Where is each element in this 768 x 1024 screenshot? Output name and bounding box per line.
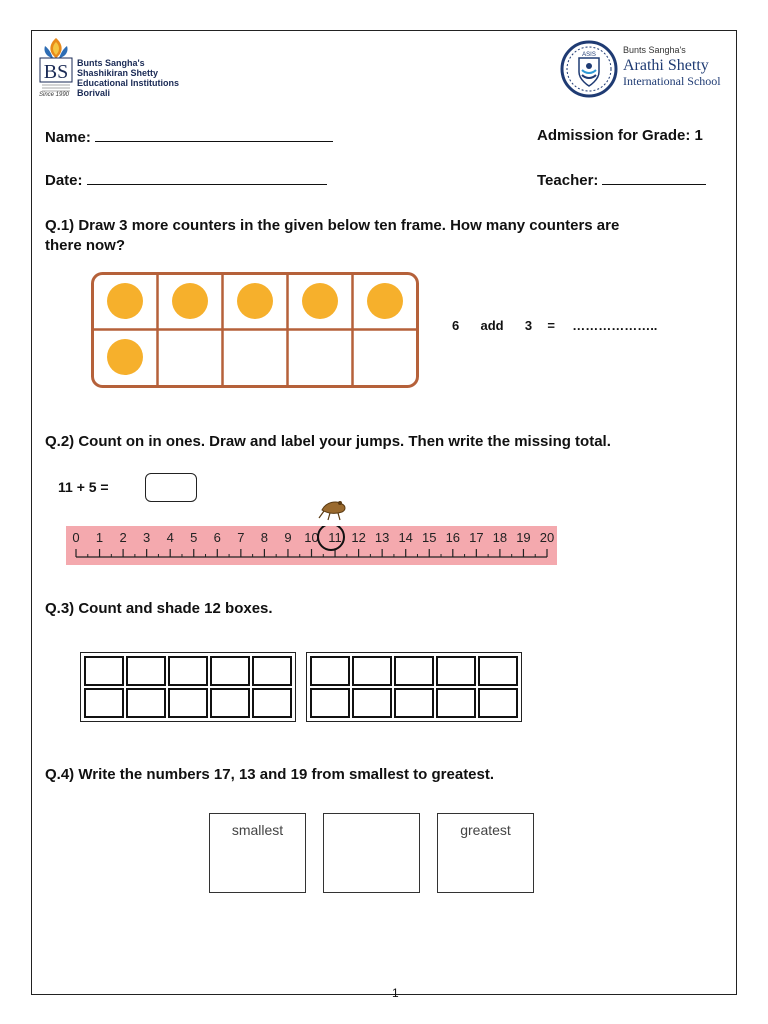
ruler-number: 18	[492, 530, 508, 545]
greatest-label: greatest	[460, 822, 511, 838]
shade-box[interactable]	[436, 688, 476, 718]
order-box-smallest[interactable]	[209, 813, 306, 893]
shade-box[interactable]	[310, 656, 350, 686]
shade-box[interactable]	[210, 656, 250, 686]
counter-dot	[302, 283, 338, 319]
ruler-number: 12	[351, 530, 366, 545]
number-ruler	[66, 526, 557, 565]
eq-b: 3	[524, 318, 533, 333]
name-line[interactable]	[95, 127, 333, 142]
bs-line-2: Shashikiran Shetty	[77, 68, 159, 78]
shade-box[interactable]	[168, 688, 208, 718]
ruler-number: 17	[469, 530, 484, 545]
ruler-number: 2	[119, 530, 127, 545]
shade-box[interactable]	[478, 656, 518, 686]
counter-dot	[237, 283, 273, 319]
ruler-number: 8	[260, 530, 269, 545]
counter-dot	[107, 339, 143, 375]
ruler-number: 11	[328, 530, 342, 545]
ruler-number: 15	[422, 530, 437, 545]
teacher-label: Teacher:	[537, 172, 599, 189]
smallest-label: smallest	[231, 822, 284, 838]
counter-dot	[172, 283, 208, 319]
q2-sum: 11 + 5 =	[58, 479, 109, 495]
admission-label: Admission for Grade: 1	[537, 127, 703, 144]
bs-since: Since 1990	[39, 92, 70, 98]
q3-grid-left	[80, 652, 296, 722]
bs-emblem-icon	[39, 36, 73, 100]
shade-box[interactable]	[84, 656, 124, 686]
counter-dot	[107, 283, 143, 319]
ten-frame	[91, 272, 419, 388]
ruler-svg	[66, 526, 557, 565]
name-label: Name:	[45, 129, 91, 146]
bs-monogram: BS	[43, 61, 69, 83]
ruler-number: 19	[516, 530, 531, 545]
shade-box[interactable]	[252, 656, 292, 686]
q1-text	[45, 216, 725, 256]
eq-blank[interactable]: ………………..	[572, 318, 658, 333]
ruler-number: 10	[304, 530, 319, 545]
q1-text-line2: there now?	[45, 237, 126, 254]
name-field	[45, 127, 333, 146]
shade-box[interactable]	[126, 688, 166, 718]
ruler-number: 13	[374, 530, 390, 545]
asis-subtitle: International School	[623, 74, 721, 88]
shade-box[interactable]	[126, 656, 166, 686]
frog-icon	[316, 492, 352, 522]
page-number: 1	[392, 986, 399, 1000]
teacher-line[interactable]	[602, 170, 706, 185]
q4-text: Q.4) Write the numbers 17, 13 and 19 from smallest to greatest.	[45, 766, 495, 783]
eq-op: add	[480, 318, 504, 333]
shade-box[interactable]	[478, 688, 518, 718]
shade-box[interactable]	[394, 688, 434, 718]
ruler-number: 14	[398, 530, 413, 545]
q3-grid-right	[306, 652, 522, 722]
date-field	[45, 170, 327, 189]
ruler-number: 7	[237, 530, 245, 545]
q1-equation	[452, 318, 657, 333]
order-box-middle[interactable]	[323, 813, 420, 893]
date-line[interactable]	[87, 170, 327, 185]
bs-logo	[39, 36, 184, 102]
shade-box[interactable]	[352, 688, 392, 718]
bs-line-3: Educational Institutions	[77, 78, 180, 88]
ruler-number: 20	[539, 530, 555, 545]
date-label: Date:	[45, 172, 83, 189]
asis-small-text: Bunts Sangha's	[623, 45, 686, 55]
shade-box[interactable]	[394, 656, 434, 686]
q3-text: Q.3) Count and shade 12 boxes.	[45, 600, 273, 617]
ruler-number: 6	[213, 530, 221, 545]
ruler-number: 9	[284, 530, 292, 545]
eq-a: 6	[452, 318, 460, 333]
counter-dot	[367, 283, 403, 319]
bs-line-1: Bunts Sangha's	[77, 58, 145, 68]
asis-badge-text: ASIS	[582, 52, 596, 58]
order-box-greatest[interactable]	[437, 813, 534, 893]
ruler-number: 0	[72, 530, 80, 545]
shade-box[interactable]	[168, 656, 208, 686]
q1-text-line1: Q.1) Draw 3 more counters in the given below ten frame. How many counters are	[45, 217, 620, 234]
q2-text: Q.2) Count on in ones. Draw and label your jumps. Then write the missing total.	[45, 433, 611, 450]
ruler-number: 3	[143, 530, 151, 545]
shade-box[interactable]	[352, 656, 392, 686]
bs-line-4: Borivali	[77, 88, 111, 98]
asis-shield-icon	[560, 40, 618, 98]
asis-logo	[560, 40, 730, 98]
shade-box[interactable]	[252, 688, 292, 718]
shade-box[interactable]	[436, 656, 476, 686]
q2-answer-box[interactable]	[145, 473, 197, 502]
shade-box[interactable]	[210, 688, 250, 718]
asis-title: Arathi Shetty	[623, 57, 709, 74]
ruler-number: 5	[190, 530, 198, 545]
ruler-number: 16	[445, 530, 461, 545]
eq-equals: =	[547, 318, 555, 333]
middle-label	[324, 814, 419, 822]
shade-box[interactable]	[310, 688, 350, 718]
shade-box[interactable]	[84, 688, 124, 718]
ruler-number: 1	[95, 530, 104, 545]
teacher-field	[537, 170, 706, 189]
ruler-number: 4	[166, 530, 174, 545]
ten-frame-svg	[91, 272, 419, 388]
